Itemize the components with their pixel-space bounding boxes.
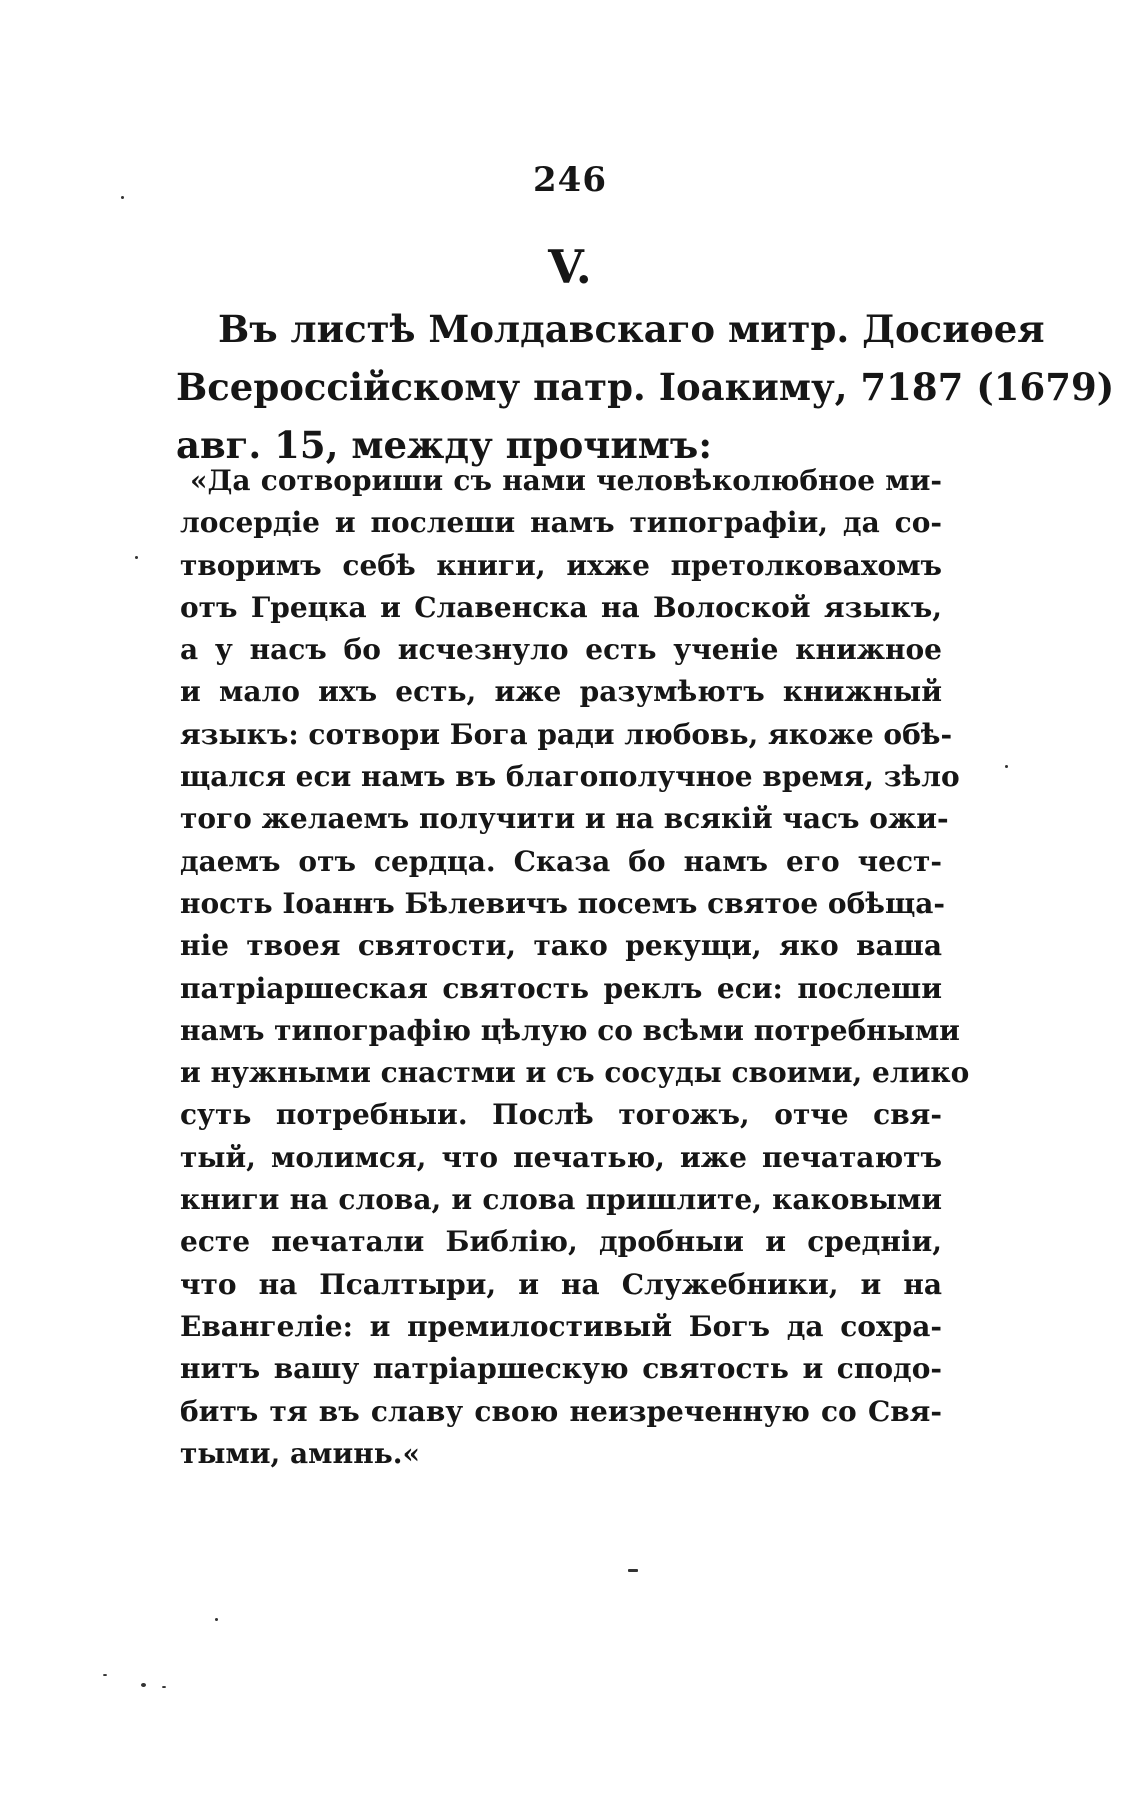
text-line: есте печатали Библію, дробныи и средніи, — [180, 1225, 942, 1259]
text-line: языкъ: сотвори Бога ради любовь, якоже обѣ- — [180, 717, 953, 751]
text-line: битъ тя въ славу свою неизреченную со Свя- — [180, 1394, 942, 1428]
scan-speck — [121, 196, 124, 199]
text-line: и нужными снастми и съ сосуды своими, елико — [180, 1056, 970, 1090]
text-line: даемъ отъ сердца. Сказа бо намъ его чест- — [180, 844, 942, 878]
text-line: книги на слова, и слова пришлите, каковыми — [180, 1183, 942, 1217]
text-line: суть потребныи. Послѣ тогожъ, отче свя- — [180, 1098, 942, 1132]
text-line: что на Псалтыри, и на Служебники, и на — [180, 1267, 942, 1301]
scan-speck — [215, 1618, 218, 1621]
text-line: Евангеліе: и премилостивый Богъ да сохра- — [180, 1309, 942, 1343]
text-line: намъ типографію цѣлую со всѣми потребными — [180, 1013, 960, 1047]
text-line: «Да сотвориши съ нами человѣколюбное ми- — [190, 464, 942, 497]
scan-speck — [162, 1686, 166, 1688]
text-line: отъ Грецка и Славенска на Волоской языкъ, — [180, 590, 942, 624]
text-line: и мало ихъ есть, иже разумѣютъ книжный — [180, 675, 942, 709]
text-line: ность Іоаннъ Бѣлевичъ посемъ святое обѣща- — [180, 886, 946, 920]
heading-line: Въ листѣ Молдавскаго митр. Досиѳея — [218, 307, 1045, 351]
text-line: творимъ себѣ книги, ихже претолковахомъ — [180, 548, 942, 582]
text-line: лосердіе и послеши намъ типографіи, да со- — [180, 506, 942, 540]
heading-paragraph — [176, 300, 1115, 474]
text-line: тыми, аминь.« — [180, 1436, 420, 1470]
heading-line: авг. 15, между прочимъ: — [176, 423, 712, 467]
text-line: а у насъ бо исчезнуло есть ученіе книжное — [180, 633, 942, 667]
text-line: ніе твоея святости, тако рекущи, яко ваша — [180, 929, 942, 963]
scan-speck — [103, 1674, 107, 1676]
text-line: нитъ вашу патріаршескую святость и сподо- — [180, 1352, 942, 1386]
text-line: тый, молимся, что печатью, иже печатаютъ — [180, 1140, 942, 1174]
page-number: 246 — [533, 160, 607, 200]
text-line: того желаемъ получити и на всякій часъ ожи- — [180, 802, 949, 836]
scan-speck — [135, 556, 138, 559]
heading-line: Всероссійскому патр. Іоакиму, 7187 (1679) — [176, 365, 1115, 409]
text-line: патріаршеская святость реклъ еси: послеши — [180, 971, 942, 1005]
scan-speck — [628, 1569, 638, 1572]
quoted-letter-text — [180, 460, 970, 1475]
scan-speck — [141, 1683, 146, 1687]
text-line: щался еси намъ въ благополучное время, зѣло — [180, 760, 960, 794]
scan-speck — [1005, 765, 1008, 768]
section-numeral: V. — [548, 240, 592, 294]
